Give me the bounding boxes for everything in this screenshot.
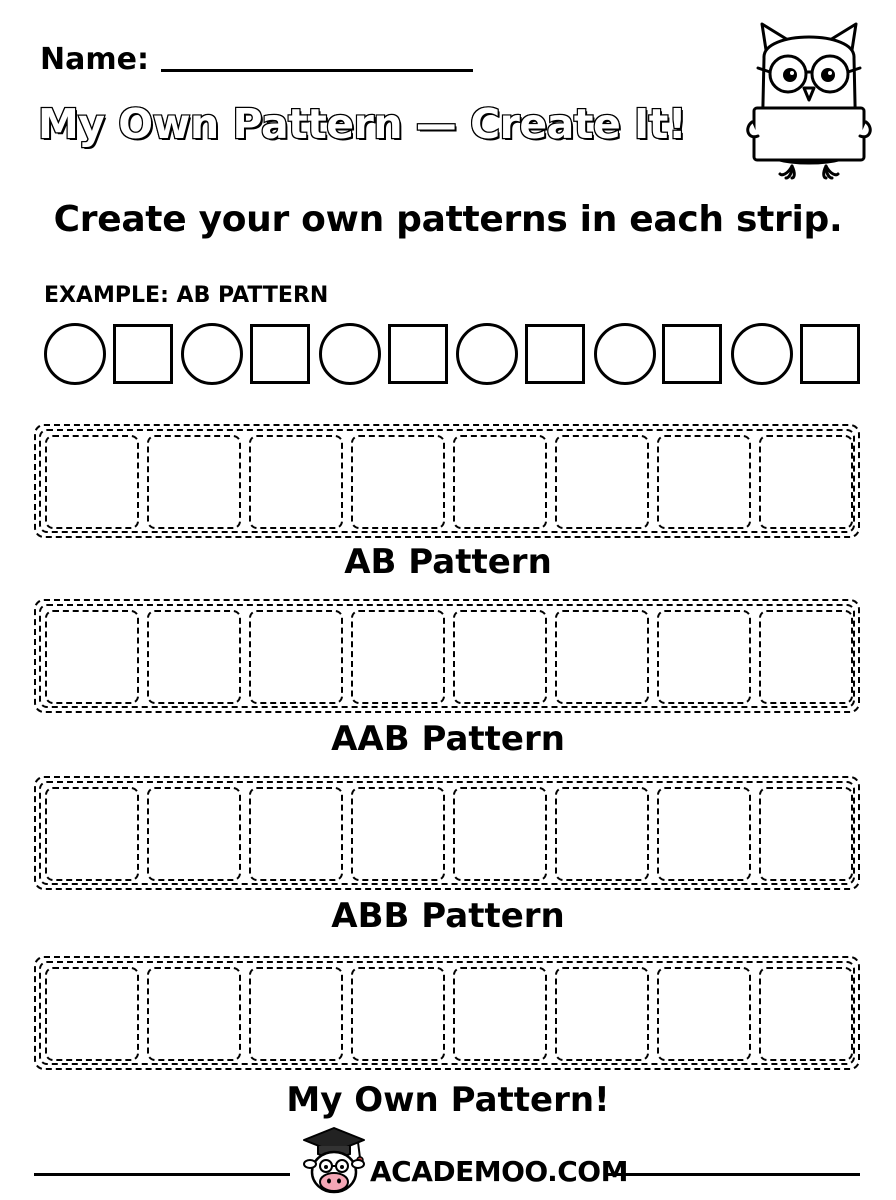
example-circle-shape	[594, 323, 656, 385]
pattern-box[interactable]	[555, 435, 649, 529]
pattern-box[interactable]	[759, 967, 853, 1061]
instruction-text: Create your own patterns in each strip.	[53, 199, 843, 240]
example-square-shape	[525, 324, 585, 384]
pattern-box[interactable]	[759, 787, 853, 881]
pattern-box[interactable]	[759, 435, 853, 529]
strip-label-own: My Own Pattern!	[286, 1080, 610, 1120]
pattern-box[interactable]	[45, 610, 139, 704]
pattern-strip-abb[interactable]	[34, 776, 860, 890]
pattern-box[interactable]	[351, 967, 445, 1061]
pattern-box[interactable]	[249, 967, 343, 1061]
pattern-box[interactable]	[657, 610, 751, 704]
pattern-box[interactable]	[351, 610, 445, 704]
strip-label-abb: ABB Pattern	[331, 896, 565, 936]
pattern-box[interactable]	[657, 435, 751, 529]
cow-logo-icon	[296, 1122, 372, 1198]
example-circle-shape	[319, 323, 381, 385]
pattern-box[interactable]	[147, 967, 241, 1061]
pattern-box[interactable]	[453, 610, 547, 704]
pattern-box[interactable]	[351, 787, 445, 881]
example-circle-shape	[456, 323, 518, 385]
pattern-box[interactable]	[351, 435, 445, 529]
footer-line-left	[34, 1173, 290, 1176]
brand-name: ACADEMOO.COM	[370, 1155, 628, 1188]
page-title: My Own Pattern — Create It!	[38, 100, 687, 148]
footer-line-right	[606, 1173, 860, 1176]
pattern-strip-ab[interactable]	[34, 424, 860, 538]
pattern-strip-own[interactable]	[34, 956, 860, 1070]
example-circle-shape	[181, 323, 243, 385]
pattern-box[interactable]	[453, 967, 547, 1061]
pattern-box[interactable]	[555, 967, 649, 1061]
pattern-box[interactable]	[147, 610, 241, 704]
name-label: Name:	[40, 42, 149, 77]
example-circle-shape	[44, 323, 106, 385]
example-circle-shape	[731, 323, 793, 385]
pattern-box[interactable]	[249, 435, 343, 529]
pattern-box[interactable]	[147, 787, 241, 881]
pattern-box[interactable]	[453, 435, 547, 529]
pattern-box[interactable]	[45, 967, 139, 1061]
pattern-strip-aab[interactable]	[34, 599, 860, 713]
pattern-box[interactable]	[45, 787, 139, 881]
pattern-box[interactable]	[759, 610, 853, 704]
strip-label-ab: AB Pattern	[344, 542, 552, 582]
name-write-line[interactable]	[161, 69, 473, 72]
pattern-box[interactable]	[555, 787, 649, 881]
pattern-box[interactable]	[147, 435, 241, 529]
example-square-shape	[388, 324, 448, 384]
name-row	[40, 30, 473, 78]
pattern-box[interactable]	[45, 435, 139, 529]
pattern-box[interactable]	[249, 610, 343, 704]
example-label: EXAMPLE: AB PATTERN	[44, 283, 329, 308]
example-pattern-row	[44, 323, 852, 385]
example-square-shape	[800, 324, 860, 384]
strip-label-aab: AAB Pattern	[331, 719, 565, 759]
example-square-shape	[113, 324, 173, 384]
pattern-box[interactable]	[657, 787, 751, 881]
owl-mascot-icon	[744, 18, 874, 188]
pattern-box[interactable]	[657, 967, 751, 1061]
example-square-shape	[662, 324, 722, 384]
example-square-shape	[250, 324, 310, 384]
pattern-box[interactable]	[249, 787, 343, 881]
pattern-box[interactable]	[453, 787, 547, 881]
pattern-box[interactable]	[555, 610, 649, 704]
